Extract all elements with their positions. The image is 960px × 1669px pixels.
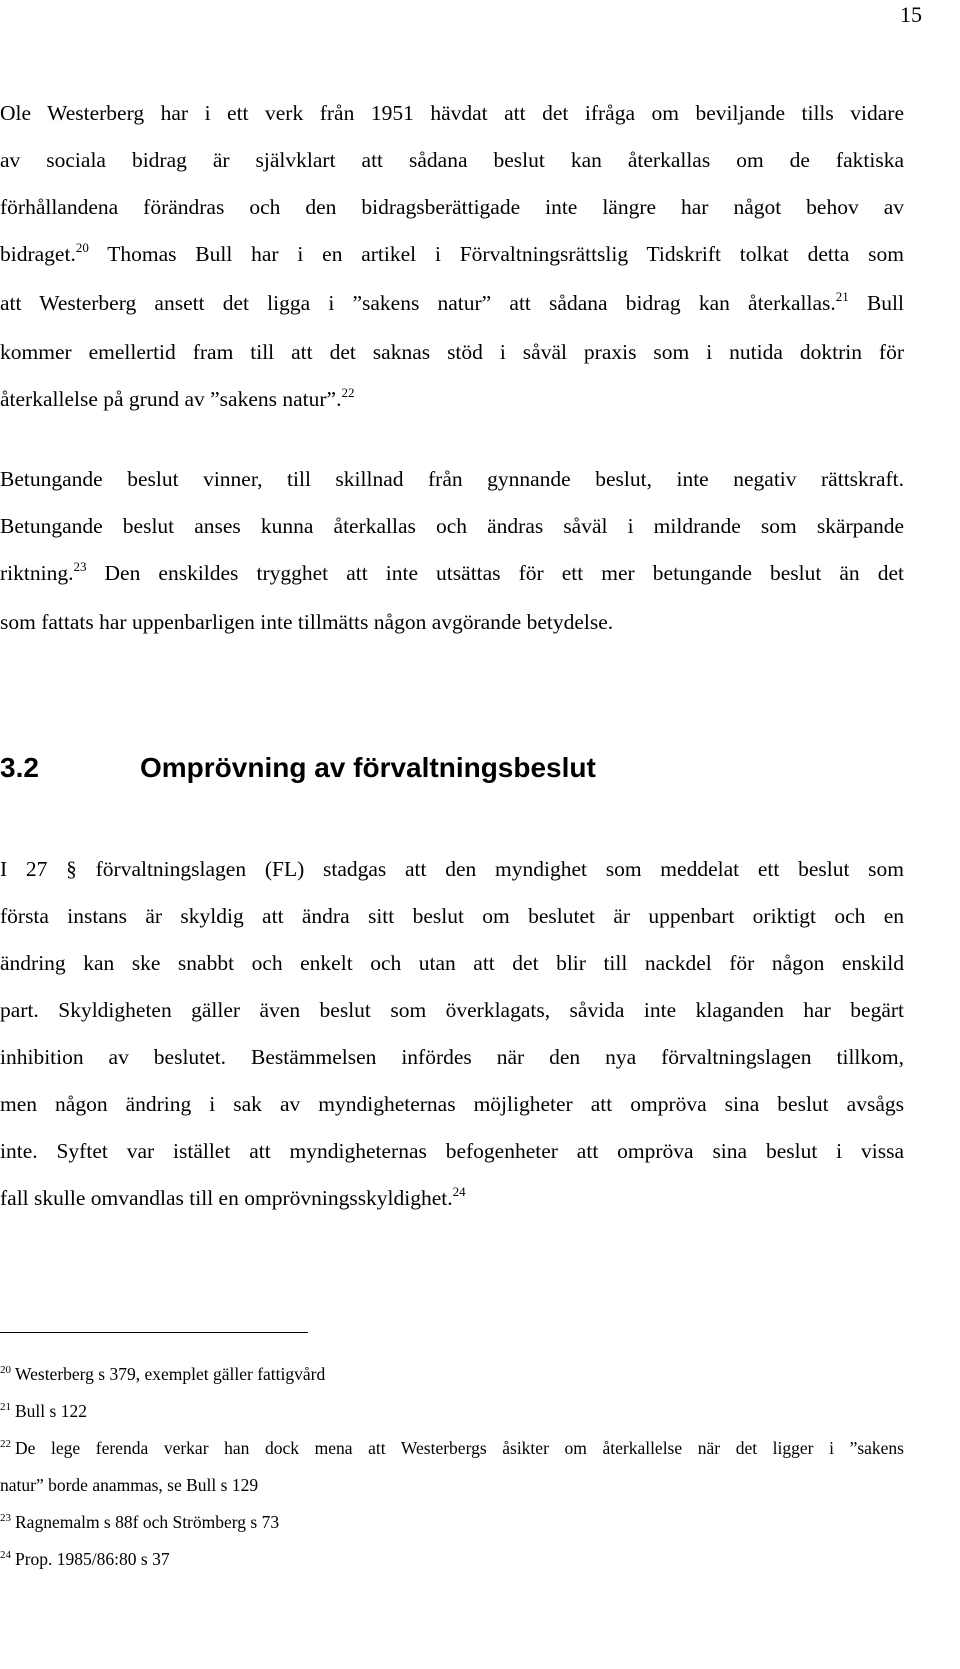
text-line: att Westerberg ansett det ligga i ”sakens natur” att sådana bidrag kan återkallas.$^{21}$ Bull (0, 289, 904, 315)
section-number: 3.2 (0, 752, 39, 783)
text-line: återkallelse på grund av ”sakens natur”.$^{22}$ (0, 385, 355, 411)
footnote-22: $^{22}$ De lege ferenda verkar han dock mena att Westerbergs åsikter om återkallelse när det ligger i ”sakens (0, 1438, 904, 1458)
text-line: I 27 § förvaltningslagen (FL) stadgas att den myndighet som meddelat ett beslut som (0, 857, 904, 881)
footnote-23: $^{23}$ Ragnemalm s 88f och Strömberg s 73 (0, 1512, 280, 1532)
text-line: första instans är skyldig att ändra sitt beslut om beslutet är uppenbart oriktigt och en (0, 904, 904, 928)
text-line: förhållandena förändras och den bidragsberättigade inte längre har något behov av (0, 195, 904, 219)
text-line: men någon ändring i sak av myndigheternas möjligheter att ompröva sina beslut avsågs (0, 1092, 904, 1116)
text-line: Ole Westerberg har i ett verk från 1951 hävdat att det ifråga om beviljande tills vidare (0, 101, 904, 125)
paragraph-3 (0, 846, 904, 1224)
footnote-24: $^{24}$ Prop. 1985/86:80 s 37 (0, 1549, 170, 1569)
paragraph-1 (0, 90, 904, 425)
text-line: bidraget.$^{20}$ Thomas Bull har i en artikel i Förvaltningsrättslig Tidskrift tolkat detta som (0, 240, 904, 266)
text-line: fall skulle omvandlas till en omprövningsskyldighet.$^{24}$ (0, 1184, 466, 1210)
text-line: av sociala bidrag är självklart att sådana beslut kan återkallas om de faktiska (0, 148, 904, 172)
text-line: riktning.$^{23}$ Den enskildes trygghet att inte utsättas för ett mer betungande beslut än det (0, 559, 904, 585)
text-line: som fattats har uppenbarligen inte tillmätts någon avgörande betydelse. (0, 610, 614, 634)
footnote-ref-21[interactable]: 21 (835, 289, 849, 304)
section-title: Omprövning av förvaltningsbeslut (140, 752, 596, 783)
footnote-22-continued: natur” borde anammas, se Bull s 129 (0, 1475, 259, 1495)
text-line: part. Skyldigheten gäller även beslut som överklagats, såvida inte klaganden har begärt (0, 998, 904, 1022)
footnote-separator (0, 1332, 308, 1333)
footnote-ref-24[interactable]: 24 (452, 1184, 466, 1199)
footnote-21: $^{21}$ Bull s 122 (0, 1401, 87, 1421)
footnote-ref-20[interactable]: 20 (75, 240, 89, 255)
text-line: ändring kan ske snabbt och enkelt och utan att det blir till nackdel för någon enskild (0, 951, 904, 975)
footnote-ref-23[interactable]: 23 (73, 559, 87, 574)
text-line: Betungande beslut vinner, till skillnad från gynnande beslut, inte negativ rättskraft. (0, 467, 904, 491)
text-line: Betungande beslut anses kunna återkallas och ändras såväl i mildrande som skärpande (0, 514, 904, 538)
text-line: kommer emellertid fram till att det saknas stöd i såväl praxis som i nutida doktrin för (0, 340, 904, 364)
page-number: 15 (900, 2, 922, 27)
text-line: inhibition av beslutet. Bestämmelsen infördes när den nya förvaltningslagen tillkom, (0, 1045, 904, 1069)
text-line: inte. Syftet var istället att myndigheternas befogenheter att ompröva sina beslut i vissa (0, 1139, 904, 1163)
footnote-ref-22[interactable]: 22 (341, 385, 355, 400)
paragraph-2 (0, 456, 904, 646)
footnote-20: $^{20}$ Westerberg s 379, exemplet gäller fattigvård (0, 1364, 326, 1384)
section-heading (0, 752, 596, 784)
